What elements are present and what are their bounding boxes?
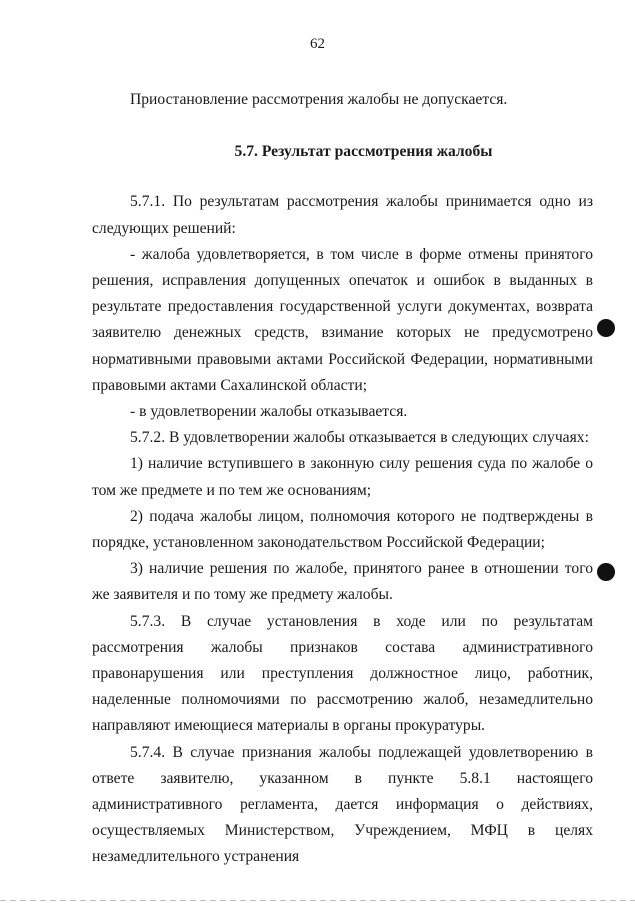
scan-edge-line: [0, 900, 635, 901]
punch-hole-mark: [597, 319, 615, 337]
paragraph-complaint-satisfied: - жалоба удовлетворяется, в том числе в форме отмены принятого решения, исправления допущенных опечаток и ошибок в выданных в результате предоставления государственной услуги документах, возврата заявителю денежных средств, взимание которых не предусмотрено нормативными правовыми актами Российской Федерации, нормативными правовыми актами Сахалинской области;: [92, 245, 593, 394]
punch-hole-mark: [597, 563, 615, 581]
paragraph-case-2: 2) подача жалобы лицом, полномочия которого не подтверждены в порядке, установленном законодательством Российской Федерации;: [92, 507, 593, 552]
paragraph-case-3: 3) наличие решения по жалобе, принятого ранее в отношении того же заявителя и по тому же предмету жалобы.: [92, 560, 593, 604]
paragraph-complaint-refused: - в удовлетворении жалобы отказывается.: [130, 403, 408, 421]
paragraph-5-7-4: 5.7.4. В случае признания жалобы подлежащей удовлетворению в ответе заявителю, указанном в пункте 5.8.1 настоящего административного регламента, дается информация о действиях, осуществляемых Министерством, Учреждением, МФЦ в целях незамедлительного устранения: [92, 743, 593, 866]
document-body: [92, 87, 593, 871]
paragraph-case-1: 1) наличие вступившего в законную силу решения суда по жалобе о том же предмете и по тем же основаниям;: [92, 455, 593, 499]
section-heading: 5.7. Результат рассмотрения жалобы: [234, 143, 493, 161]
paragraph-5-7-2: 5.7.2. В удовлетворении жалобы отказывается в следующих случаях:: [130, 429, 589, 447]
paragraph-5-7-1: 5.7.1. По результатам рассмотрения жалобы принимается одно из следующих решений:: [92, 193, 593, 237]
paragraph-suspension: Приостановление рассмотрения жалобы не допускается.: [130, 91, 508, 108]
page-number: 62: [310, 36, 325, 52]
paragraph-5-7-3: 5.7.3. В случае установления в ходе или по результатам рассмотрения жалобы признаков состава административного правонарушения или преступления должностное лицо, работник, наделенные полномочиями по рассмотрению жалоб, незамедлительно направляют имеющиеся материалы в органы прокуратуры.: [92, 612, 593, 735]
